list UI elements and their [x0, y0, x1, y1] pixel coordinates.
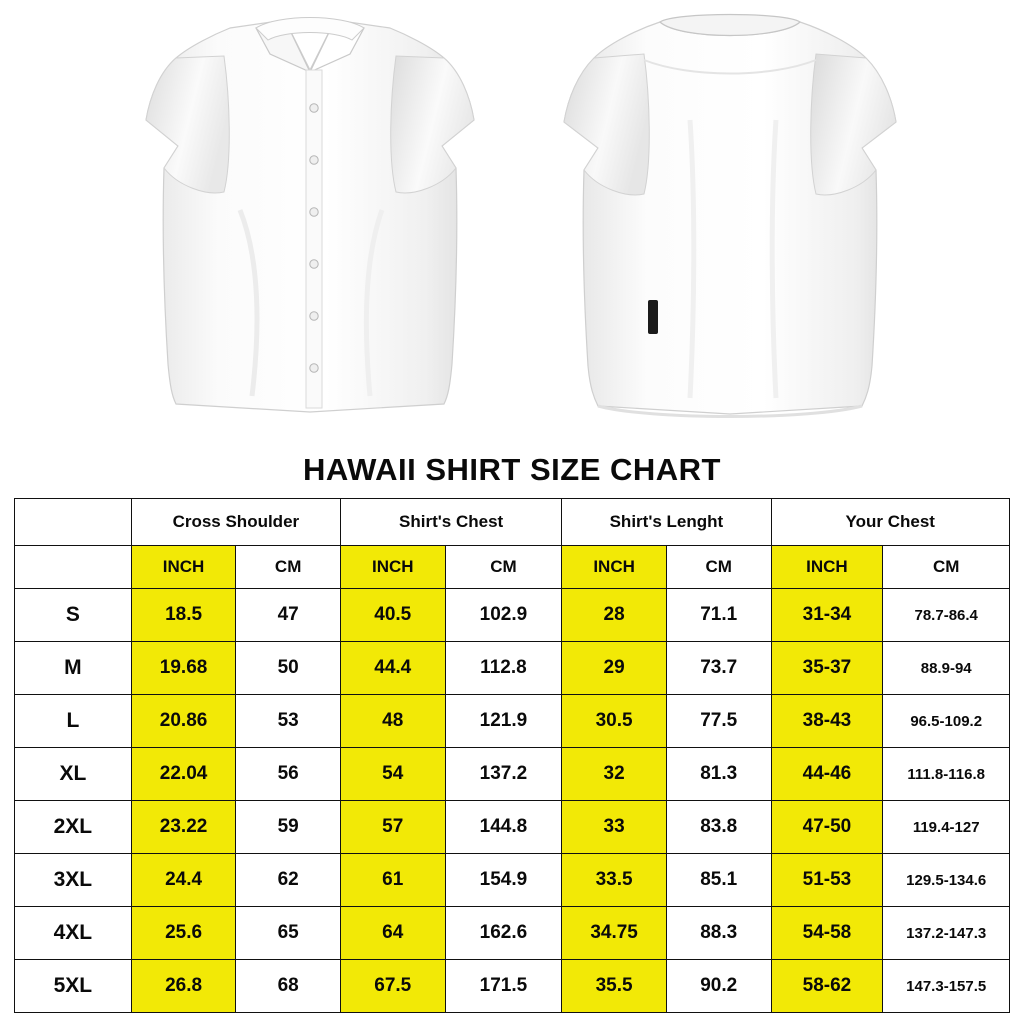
shirt-back-image — [540, 0, 920, 440]
table-row — [15, 854, 1010, 907]
cell-your-chest-inch: 44-46 — [771, 748, 883, 801]
cell-chest-inch: 54 — [340, 748, 445, 801]
table-row — [15, 907, 1010, 960]
cell-chest-cm: 121.9 — [445, 695, 562, 748]
cell-cross-shoulder-inch: 24.4 — [131, 854, 236, 907]
cell-your-chest-cm: 111.8-116.8 — [883, 748, 1010, 801]
cell-cross-shoulder-cm: 62 — [236, 854, 341, 907]
cell-your-chest-inch: 47-50 — [771, 801, 883, 854]
row-size-label: M — [15, 642, 132, 695]
row-size-label: 3XL — [15, 854, 132, 907]
cell-chest-cm: 154.9 — [445, 854, 562, 907]
cell-length-inch: 33.5 — [562, 854, 667, 907]
cell-your-chest-cm: 96.5-109.2 — [883, 695, 1010, 748]
cell-chest-cm: 162.6 — [445, 907, 562, 960]
cell-cross-shoulder-inch: 20.86 — [131, 695, 236, 748]
cell-your-chest-inch: 51-53 — [771, 854, 883, 907]
table-body — [15, 589, 1010, 1013]
cell-length-inch: 33 — [562, 801, 667, 854]
cell-length-cm: 88.3 — [666, 907, 771, 960]
cell-your-chest-inch: 35-37 — [771, 642, 883, 695]
table-row — [15, 642, 1010, 695]
cell-cross-shoulder-cm: 59 — [236, 801, 341, 854]
shirt-front-image — [120, 0, 500, 440]
cell-chest-cm: 102.9 — [445, 589, 562, 642]
group-header-shirts-lenght: Shirt's Lenght — [562, 499, 771, 546]
table-row — [15, 748, 1010, 801]
group-header-your-chest: Your Chest — [771, 499, 1010, 546]
cell-cross-shoulder-cm: 65 — [236, 907, 341, 960]
cell-length-cm: 81.3 — [666, 748, 771, 801]
unit-your-chest-inch: INCH — [771, 546, 883, 589]
cell-your-chest-cm: 88.9-94 — [883, 642, 1010, 695]
cell-length-inch: 28 — [562, 589, 667, 642]
cell-chest-cm: 171.5 — [445, 960, 562, 1013]
unit-cross-shoulder-inch: INCH — [131, 546, 236, 589]
cell-your-chest-cm: 147.3-157.5 — [883, 960, 1010, 1013]
size-table-container — [0, 498, 1024, 1013]
cell-length-inch: 29 — [562, 642, 667, 695]
cell-length-cm: 85.1 — [666, 854, 771, 907]
cell-your-chest-inch: 38-43 — [771, 695, 883, 748]
cell-cross-shoulder-inch: 23.22 — [131, 801, 236, 854]
table-row — [15, 695, 1010, 748]
group-header-cross-shoulder: Cross Shoulder — [131, 499, 340, 546]
cell-your-chest-inch: 31-34 — [771, 589, 883, 642]
row-size-label: 2XL — [15, 801, 132, 854]
unit-cross-shoulder-cm: CM — [236, 546, 341, 589]
cell-chest-cm: 144.8 — [445, 801, 562, 854]
cell-your-chest-inch: 54-58 — [771, 907, 883, 960]
table-group-header-row — [15, 499, 1010, 546]
group-header-shirts-chest: Shirt's Chest — [340, 499, 561, 546]
cell-your-chest-cm: 78.7-86.4 — [883, 589, 1010, 642]
page-title: HAWAII SHIRT SIZE CHART — [303, 452, 721, 487]
table-corner-cell — [15, 499, 132, 546]
cell-cross-shoulder-inch: 18.5 — [131, 589, 236, 642]
table-row — [15, 801, 1010, 854]
cell-cross-shoulder-inch: 26.8 — [131, 960, 236, 1013]
row-size-label: 4XL — [15, 907, 132, 960]
cell-your-chest-cm: 137.2-147.3 — [883, 907, 1010, 960]
cell-chest-inch: 61 — [340, 854, 445, 907]
size-chart-table — [14, 498, 1010, 1013]
unit-chest-inch: INCH — [340, 546, 445, 589]
shirt-illustrations — [0, 0, 1024, 448]
cell-cross-shoulder-cm: 47 — [236, 589, 341, 642]
cell-length-inch: 30.5 — [562, 695, 667, 748]
cell-your-chest-inch: 58-62 — [771, 960, 883, 1013]
cell-length-inch: 35.5 — [562, 960, 667, 1013]
cell-cross-shoulder-cm: 53 — [236, 695, 341, 748]
unit-length-cm: CM — [666, 546, 771, 589]
row-size-label: XL — [15, 748, 132, 801]
cell-chest-inch: 48 — [340, 695, 445, 748]
cell-length-cm: 77.5 — [666, 695, 771, 748]
unit-chest-cm: CM — [445, 546, 562, 589]
cell-cross-shoulder-cm: 50 — [236, 642, 341, 695]
table-unit-header-row — [15, 546, 1010, 589]
cell-cross-shoulder-inch: 22.04 — [131, 748, 236, 801]
cell-length-inch: 34.75 — [562, 907, 667, 960]
cell-chest-inch: 67.5 — [340, 960, 445, 1013]
cell-cross-shoulder-cm: 68 — [236, 960, 341, 1013]
row-size-label: S — [15, 589, 132, 642]
table-row — [15, 960, 1010, 1013]
row-size-label: 5XL — [15, 960, 132, 1013]
cell-chest-inch: 40.5 — [340, 589, 445, 642]
cell-chest-inch: 44.4 — [340, 642, 445, 695]
cell-length-inch: 32 — [562, 748, 667, 801]
cell-length-cm: 83.8 — [666, 801, 771, 854]
cell-chest-inch: 64 — [340, 907, 445, 960]
cell-chest-inch: 57 — [340, 801, 445, 854]
cell-your-chest-cm: 119.4-127 — [883, 801, 1010, 854]
cell-length-cm: 71.1 — [666, 589, 771, 642]
table-row — [15, 589, 1010, 642]
row-size-label: L — [15, 695, 132, 748]
cell-cross-shoulder-cm: 56 — [236, 748, 341, 801]
unit-length-inch: INCH — [562, 546, 667, 589]
cell-your-chest-cm: 129.5-134.6 — [883, 854, 1010, 907]
cell-chest-cm: 112.8 — [445, 642, 562, 695]
cell-cross-shoulder-inch: 25.6 — [131, 907, 236, 960]
cell-cross-shoulder-inch: 19.68 — [131, 642, 236, 695]
cell-chest-cm: 137.2 — [445, 748, 562, 801]
unit-your-chest-cm: CM — [883, 546, 1010, 589]
cell-length-cm: 90.2 — [666, 960, 771, 1013]
table-size-header-cell — [15, 546, 132, 589]
cell-length-cm: 73.7 — [666, 642, 771, 695]
